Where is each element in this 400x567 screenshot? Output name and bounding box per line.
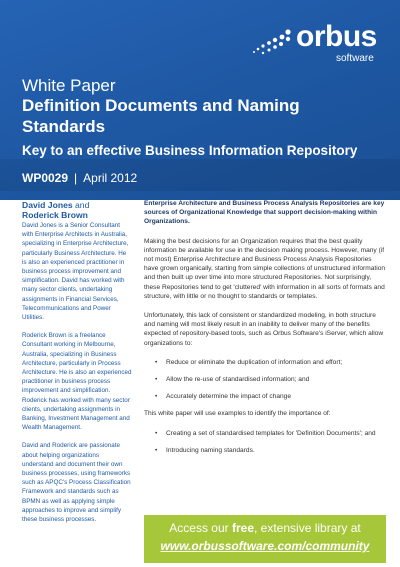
lead-paragraph: Enterprise Architecture and Business Process Analysis Repositories are key sources of Organizational Knowledge that support decision-making within Organizations. xyxy=(144,200,385,226)
author-and: and xyxy=(75,200,90,210)
list-item: • Creating a set of standardised templates for 'Definition Documents'; and xyxy=(155,429,386,438)
doc-meta-line xyxy=(22,170,137,186)
header-banner xyxy=(0,0,400,200)
list-item: • Introducing naming standards. xyxy=(155,446,386,455)
list-item: • Reduce or eliminate the duplication of information and effort; xyxy=(155,358,386,367)
cta-text xyxy=(144,521,386,536)
logo-dots-icon xyxy=(252,28,296,58)
bio-david: David Jones is a Senior Consultant with Enterprise Architects in Australia, specializing in Enterprise Architecture, particularly Business Architecture. He is also an experienced practitioner in business process improvement and simplification. David has worked with many sector clients, undertaking assignments in Financial Services, Telecommunications and Power Utilities. xyxy=(22,222,129,322)
bio-joint: David and Roderick are passionate about helping organizations understand and document their own business processes, using frameworks such as APQC's Process Classification Framework and standards such as BPMN as well as applying simple approaches to improve and simplify these business processes. xyxy=(22,442,131,524)
doc-date: April 2012 xyxy=(83,171,138,185)
author-names xyxy=(22,200,132,220)
cta-post: , extensive library at xyxy=(254,521,361,535)
author-column xyxy=(22,200,132,524)
logo-subtext: software xyxy=(336,53,374,64)
doc-code: WP0029 xyxy=(22,171,69,185)
doc-meta-separator: | xyxy=(74,171,78,185)
page-title: Definition Documents and Naming Standards xyxy=(22,96,300,136)
community-link[interactable]: www.orbussoftware.com/community xyxy=(160,539,370,553)
page-subtitle: Key to an effective Business Information Repository xyxy=(22,143,358,158)
orbus-logo[interactable] xyxy=(252,20,382,68)
community-cta-box[interactable] xyxy=(144,515,386,563)
cta-free: free xyxy=(231,521,254,535)
list-item: • Accurately determine the impact of change xyxy=(155,392,386,401)
bio-roderick: Roderick Brown is a freelance Consultant working in Melbourne, Australia, specializing in Business Architecture, particularly in Process Architecture. He is also an experienced practitioner in business process improvement and simplification. Roderick has worked with many sector clients, undertaking assignments in Banking, Investment Management and Wealth Management. xyxy=(22,332,132,432)
cta-pre: Access our xyxy=(169,521,229,535)
doc-type-label: White Paper xyxy=(22,76,116,95)
author-second: Roderick Brown xyxy=(22,210,88,220)
importance-list xyxy=(144,429,386,455)
logo-wordmark: orbus xyxy=(296,20,377,53)
main-column xyxy=(144,199,386,463)
body-paragraph-3: This white paper will use examples to identify the importance of: xyxy=(144,410,331,418)
body-paragraph-2: Unfortunately, this lack of consistent or standardized modeling, in both structure and naming will most likely result in an inability to deliver many of the benefits expected of repository-based tools, such as Orbus Software's iServer, which allow organizations to: xyxy=(144,312,384,347)
benefits-list xyxy=(144,358,386,402)
author-first: David Jones xyxy=(22,200,73,210)
list-item: • Allow the re-use of standardised information; and xyxy=(155,375,386,384)
body-paragraph-1: Making the best decisions for an Organization requires that the best quality information be available for use in the decision making process. However, many (if not most) Enterprise Architecture and Business Process Analysis Repositories have grown organically, starting from simple collections of unstructured information and then built up over time into more structured Repositories. Not surprisingly, these Repositories tend to get 'cluttered' with information in all sorts of formats and structure, with little or no thought to standards or templates. xyxy=(144,237,386,300)
